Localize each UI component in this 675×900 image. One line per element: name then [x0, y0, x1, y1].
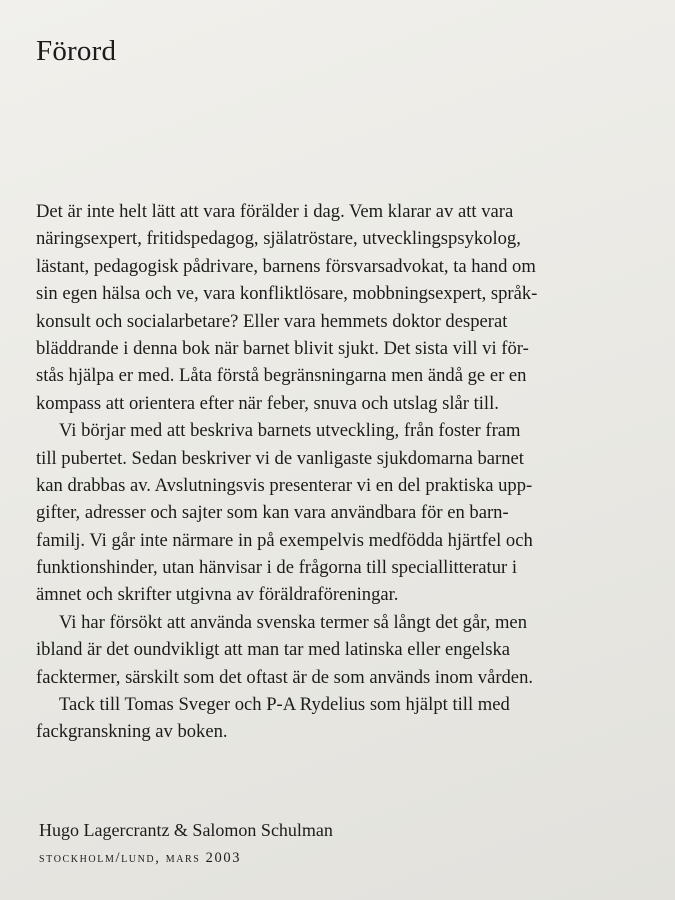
text-line: bläddrande i denna bok när barnet blivit sjukt. Det sista vill vi för-	[36, 337, 529, 359]
text-line: näringsexpert, fritidspedagog, själatröstare, utvecklingspsykolog,	[36, 228, 521, 250]
text-line: Tack till Tomas Sveger och P-A Rydelius som hjälpt till med	[59, 694, 510, 716]
text-line: gifter, adresser och sajter som kan vara användbara för en barn-	[36, 502, 509, 524]
signature-block	[39, 818, 333, 868]
preface-body	[36, 198, 608, 746]
text-line: Vi har försökt att använda svenska termer så långt det går, men	[59, 611, 527, 633]
text-line: facktermer, särskilt som det oftast är de som används inom vården.	[36, 666, 534, 688]
place-date: stockholm/lund, mars 2003	[39, 850, 242, 866]
authors: Hugo Lagercrantz & Salomon Schulman	[39, 820, 333, 840]
text-line: lästant, pedagogisk pådrivare, barnens försvarsadvokat, ta hand om	[36, 255, 536, 277]
text-line: sin egen hälsa och ve, vara konfliktlösare, mobbningsexpert, språk-	[36, 283, 538, 305]
text-line: till pubertet. Sedan beskriver vi de vanligaste sjukdomarna barnet	[36, 447, 524, 469]
text-line: ämnet och skrifter utgivna av föräldraföreningar.	[36, 584, 399, 606]
text-line: kompass att orientera efter när feber, snuva och utslag slår till.	[36, 392, 499, 414]
text-line: funktionshinder, utan hänvisar i de frågorna till speciallitteratur i	[36, 557, 517, 579]
text-line: konsult och socialarbetare? Eller vara hemmets doktor desperat	[36, 310, 508, 332]
text-line: stås hjälpa er med. Låta förstå begränsningarna men ändå ge er en	[36, 365, 527, 387]
text-line: Vi börjar med att beskriva barnets utveckling, från foster fram	[59, 420, 521, 442]
page-title: Förord	[36, 35, 117, 67]
text-line: fackgranskning av boken.	[36, 721, 228, 743]
text-line: familj. Vi går inte närmare in på exempelvis medfödda hjärtfel och	[36, 529, 533, 551]
text-line: ibland är det oundvikligt att man tar med latinska eller engelska	[36, 639, 510, 661]
text-line: kan drabbas av. Avslutningsvis presenterar vi en del praktiska upp-	[36, 474, 533, 496]
text-line: Det är inte helt lätt att vara förälder i dag. Vem klarar av att vara	[36, 201, 514, 222]
